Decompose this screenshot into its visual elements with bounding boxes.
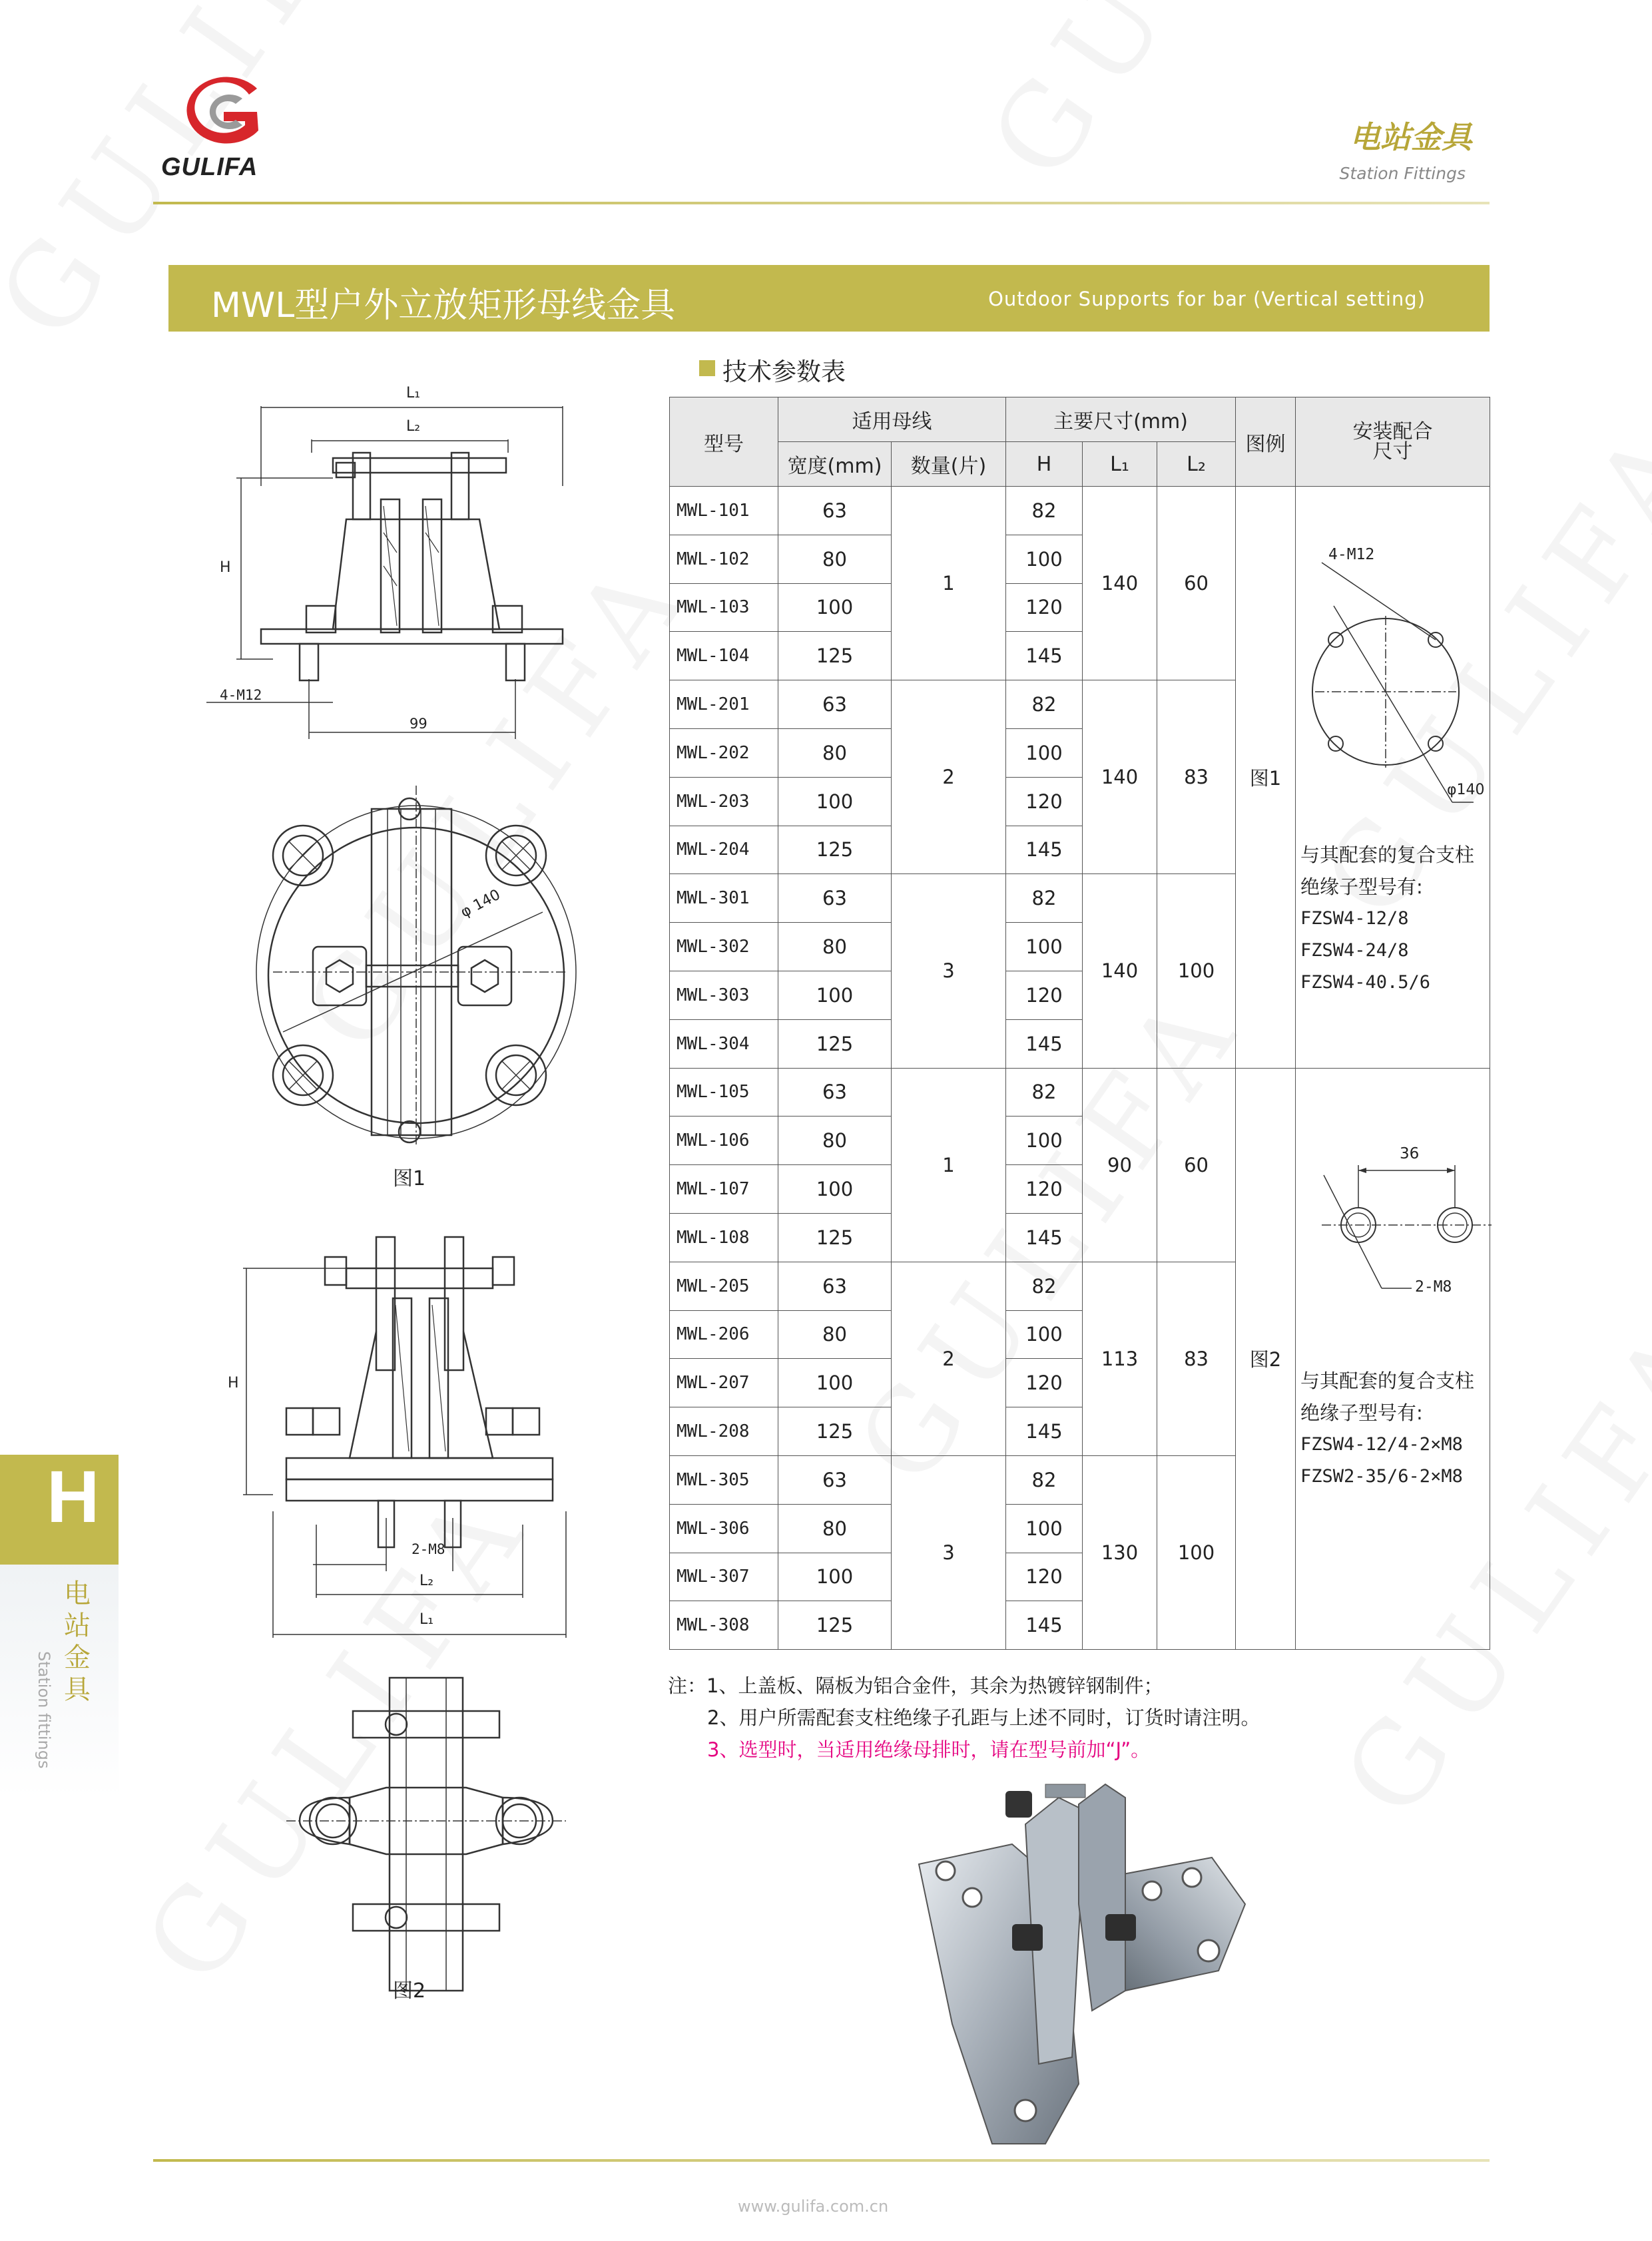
width-cell: 100: [778, 1553, 892, 1601]
h-cell: 100: [1006, 1117, 1083, 1165]
l2-cell: 100: [1157, 874, 1236, 1068]
install1-bolt-label: 4-M12: [1328, 546, 1375, 563]
width-cell: 63: [778, 1068, 892, 1117]
table-row: [670, 487, 1490, 535]
fig1-l2-label: L₂: [406, 418, 421, 435]
width-cell: 100: [778, 777, 892, 826]
header-category-cn: 电站金具: [1350, 119, 1472, 155]
l2-cell: 83: [1157, 1262, 1236, 1455]
install2-model: FZSW2-35/6-2×M8: [1300, 1466, 1463, 1487]
install2-dist-label: 36: [1400, 1145, 1420, 1162]
product-image: [906, 1771, 1252, 2150]
fig2-h-label: H: [228, 1375, 239, 1391]
model-cell: MWL-203: [670, 777, 778, 826]
footer-rule: [153, 2159, 1490, 2162]
width-cell: 125: [778, 826, 892, 874]
model-cell: MWL-305: [670, 1455, 778, 1504]
l2-cell: 60: [1157, 1068, 1236, 1262]
width-cell: 63: [778, 874, 892, 923]
header-dims: 主要尺寸(mm): [1006, 397, 1236, 442]
install1-dia-label: φ140: [1447, 782, 1485, 798]
width-cell: 125: [778, 632, 892, 680]
h-cell: 120: [1006, 1165, 1083, 1214]
h-cell: 145: [1006, 1019, 1083, 1068]
fig1-bolt-label: 4-M12: [220, 687, 262, 703]
fig2-side-drawing: [220, 1232, 593, 1651]
install1-model: FZSW4-12/8: [1300, 908, 1409, 929]
fig-cell: 图1: [1236, 487, 1296, 1069]
drawing-fig1-plan: [246, 772, 593, 1165]
width-cell: 125: [778, 1407, 892, 1456]
header-width: 宽度(mm): [778, 442, 892, 487]
model-cell: MWL-102: [670, 535, 778, 583]
width-cell: 100: [778, 971, 892, 1019]
fig1-dia-label: φ 140: [457, 886, 503, 921]
side-tab-letter-box: [0, 1455, 119, 1565]
h-cell: 100: [1006, 535, 1083, 583]
width-cell: 125: [778, 1213, 892, 1262]
fig-cell: 图2: [1236, 1068, 1296, 1650]
qty-cell: 1: [892, 1068, 1006, 1262]
width-cell: 125: [778, 1601, 892, 1650]
header-rule: [153, 202, 1490, 204]
model-cell: MWL-101: [670, 487, 778, 535]
logo-mark-icon: [157, 72, 290, 152]
l2-cell: 100: [1157, 1455, 1236, 1649]
width-cell: 80: [778, 1117, 892, 1165]
h-cell: 82: [1006, 487, 1083, 535]
fig1-plan-drawing: [246, 772, 593, 1145]
model-cell: MWL-105: [670, 1068, 778, 1117]
width-cell: 100: [778, 1359, 892, 1407]
section-title-en: Outdoor Supports for bar (Vertical setting): [988, 288, 1426, 310]
model-cell: MWL-206: [670, 1310, 778, 1359]
model-cell: MWL-208: [670, 1407, 778, 1456]
h-cell: 145: [1006, 826, 1083, 874]
header-qty: 数量(片): [892, 442, 1006, 487]
width-cell: 80: [778, 1504, 892, 1553]
two-hole-diagram: [1305, 1145, 1492, 1318]
model-cell: MWL-307: [670, 1553, 778, 1601]
brand-name: GULIFA: [161, 153, 258, 181]
header-bus: 适用母线: [778, 397, 1006, 442]
h-cell: 100: [1006, 1310, 1083, 1359]
fig2-plan-drawing: [286, 1671, 566, 1997]
install-fig1: [1295, 539, 1488, 832]
fig2-l1-label: L₁: [419, 1611, 434, 1628]
h-cell: 100: [1006, 1504, 1083, 1553]
note-3: 3、选型时，当适用绝缘母排时，请在型号前加“J”。: [707, 1738, 1151, 1761]
h-cell: 120: [1006, 1359, 1083, 1407]
model-cell: MWL-303: [670, 971, 778, 1019]
h-cell: 120: [1006, 583, 1083, 632]
width-cell: 80: [778, 1310, 892, 1359]
width-cell: 80: [778, 923, 892, 971]
model-cell: MWL-207: [670, 1359, 778, 1407]
table-title-marker: [699, 360, 715, 376]
model-cell: MWL-301: [670, 874, 778, 923]
fig1-99-label: 99: [410, 716, 427, 732]
width-cell: 100: [778, 583, 892, 632]
model-cell: MWL-106: [670, 1117, 778, 1165]
logo: [157, 72, 290, 185]
qty-cell: 2: [892, 680, 1006, 874]
h-cell: 120: [1006, 1553, 1083, 1601]
fig2-caption: 图2: [393, 1979, 426, 2003]
l1-cell: 90: [1083, 1068, 1157, 1262]
model-cell: MWL-201: [670, 680, 778, 729]
table-title: 技术参数表: [722, 358, 846, 386]
width-cell: 63: [778, 1262, 892, 1310]
model-cell: MWL-302: [670, 923, 778, 971]
install-fig2: [1305, 1145, 1492, 1318]
width-cell: 80: [778, 728, 892, 777]
section-title: MWL型户外立放矩形母线金具: [211, 286, 676, 326]
model-cell: MWL-108: [670, 1213, 778, 1262]
note-1: 注：1、上盖板、隔板为铝合金件，其余为热镀锌钢制件；: [668, 1674, 1163, 1697]
qty-cell: 1: [892, 487, 1006, 680]
header-h: H: [1006, 442, 1083, 487]
fig2-bolt-label: 2-M8: [412, 1541, 445, 1557]
side-tab-en: Station fittings: [35, 1651, 53, 1769]
model-cell: MWL-308: [670, 1601, 778, 1650]
l1-cell: 140: [1083, 874, 1157, 1068]
qty-cell: 3: [892, 874, 1006, 1068]
model-cell: MWL-205: [670, 1262, 778, 1310]
table-row: [670, 1068, 1490, 1117]
h-cell: 145: [1006, 1213, 1083, 1262]
width-cell: 63: [778, 680, 892, 729]
install1-model: FZSW4-40.5/6: [1300, 972, 1431, 993]
h-cell: 82: [1006, 1455, 1083, 1504]
h-cell: 145: [1006, 1601, 1083, 1650]
h-cell: 120: [1006, 777, 1083, 826]
h-cell: 82: [1006, 1068, 1083, 1117]
fig1-l1-label: L₁: [406, 385, 421, 401]
header-fig: 图例: [1236, 397, 1296, 487]
header-category-en: Station Fittings: [1339, 164, 1466, 183]
install1-model: FZSW4-24/8: [1300, 940, 1409, 961]
h-cell: 100: [1006, 923, 1083, 971]
l1-cell: 140: [1083, 680, 1157, 874]
drawing-fig1-side: [200, 379, 573, 752]
model-cell: MWL-204: [670, 826, 778, 874]
fig1-h-label: H: [220, 559, 231, 576]
drawing-fig2-plan: [286, 1671, 566, 1997]
l1-cell: 140: [1083, 487, 1157, 680]
install2-model: FZSW4-12/4-2×M8: [1300, 1434, 1463, 1455]
footer-url: www.gulifa.com.cn: [738, 2197, 889, 2216]
width-cell: 63: [778, 487, 892, 535]
model-cell: MWL-103: [670, 583, 778, 632]
drawing-fig2-side: [220, 1232, 593, 1651]
side-tab-letter: H: [47, 1456, 100, 1538]
header-model: 型号: [670, 397, 778, 487]
h-cell: 145: [1006, 1407, 1083, 1456]
note-2: 2、用户所需配套支柱绝缘子孔距与上述不同时，订货时请注明。: [707, 1706, 1260, 1729]
qty-cell: 2: [892, 1262, 1006, 1455]
l1-cell: 130: [1083, 1455, 1157, 1649]
product-photo: [906, 1771, 1252, 2150]
width-cell: 80: [778, 535, 892, 583]
watermark: [965, 0, 1404, 202]
h-cell: 120: [1006, 971, 1083, 1019]
model-cell: MWL-107: [670, 1165, 778, 1214]
install2-text: 与其配套的复合支柱绝缘子型号有: FZSW4-12/4-2×M8 FZSW2-35/6-2×M8: [1300, 1365, 1487, 1493]
model-cell: MWL-304: [670, 1019, 778, 1068]
install2-bolt-label: 2-M8: [1415, 1278, 1452, 1296]
l2-cell: 60: [1157, 487, 1236, 680]
l1-cell: 113: [1083, 1262, 1157, 1455]
h-cell: 82: [1006, 1262, 1083, 1310]
fig2-l2-label: L₂: [419, 1573, 434, 1589]
install1-text: 与其配套的复合支柱绝缘子型号有: FZSW4-12/8 FZSW4-24/8 FZSW4-40.5/6: [1300, 839, 1487, 999]
h-cell: 100: [1006, 728, 1083, 777]
width-cell: 125: [778, 1019, 892, 1068]
model-cell: MWL-104: [670, 632, 778, 680]
header-install: 安装配合尺寸: [1296, 397, 1490, 487]
h-cell: 82: [1006, 874, 1083, 923]
model-cell: MWL-202: [670, 728, 778, 777]
header-l1: L₁: [1083, 442, 1157, 487]
h-cell: 145: [1006, 632, 1083, 680]
width-cell: 100: [778, 1165, 892, 1214]
fig1-caption: 图1: [393, 1167, 426, 1190]
h-cell: 82: [1006, 680, 1083, 729]
side-tab-cn: 电站金具: [64, 1579, 91, 1705]
model-cell: MWL-306: [670, 1504, 778, 1553]
header-l2: L₂: [1157, 442, 1236, 487]
section-banner: [168, 265, 1490, 332]
l2-cell: 83: [1157, 680, 1236, 874]
width-cell: 63: [778, 1455, 892, 1504]
qty-cell: 3: [892, 1455, 1006, 1649]
